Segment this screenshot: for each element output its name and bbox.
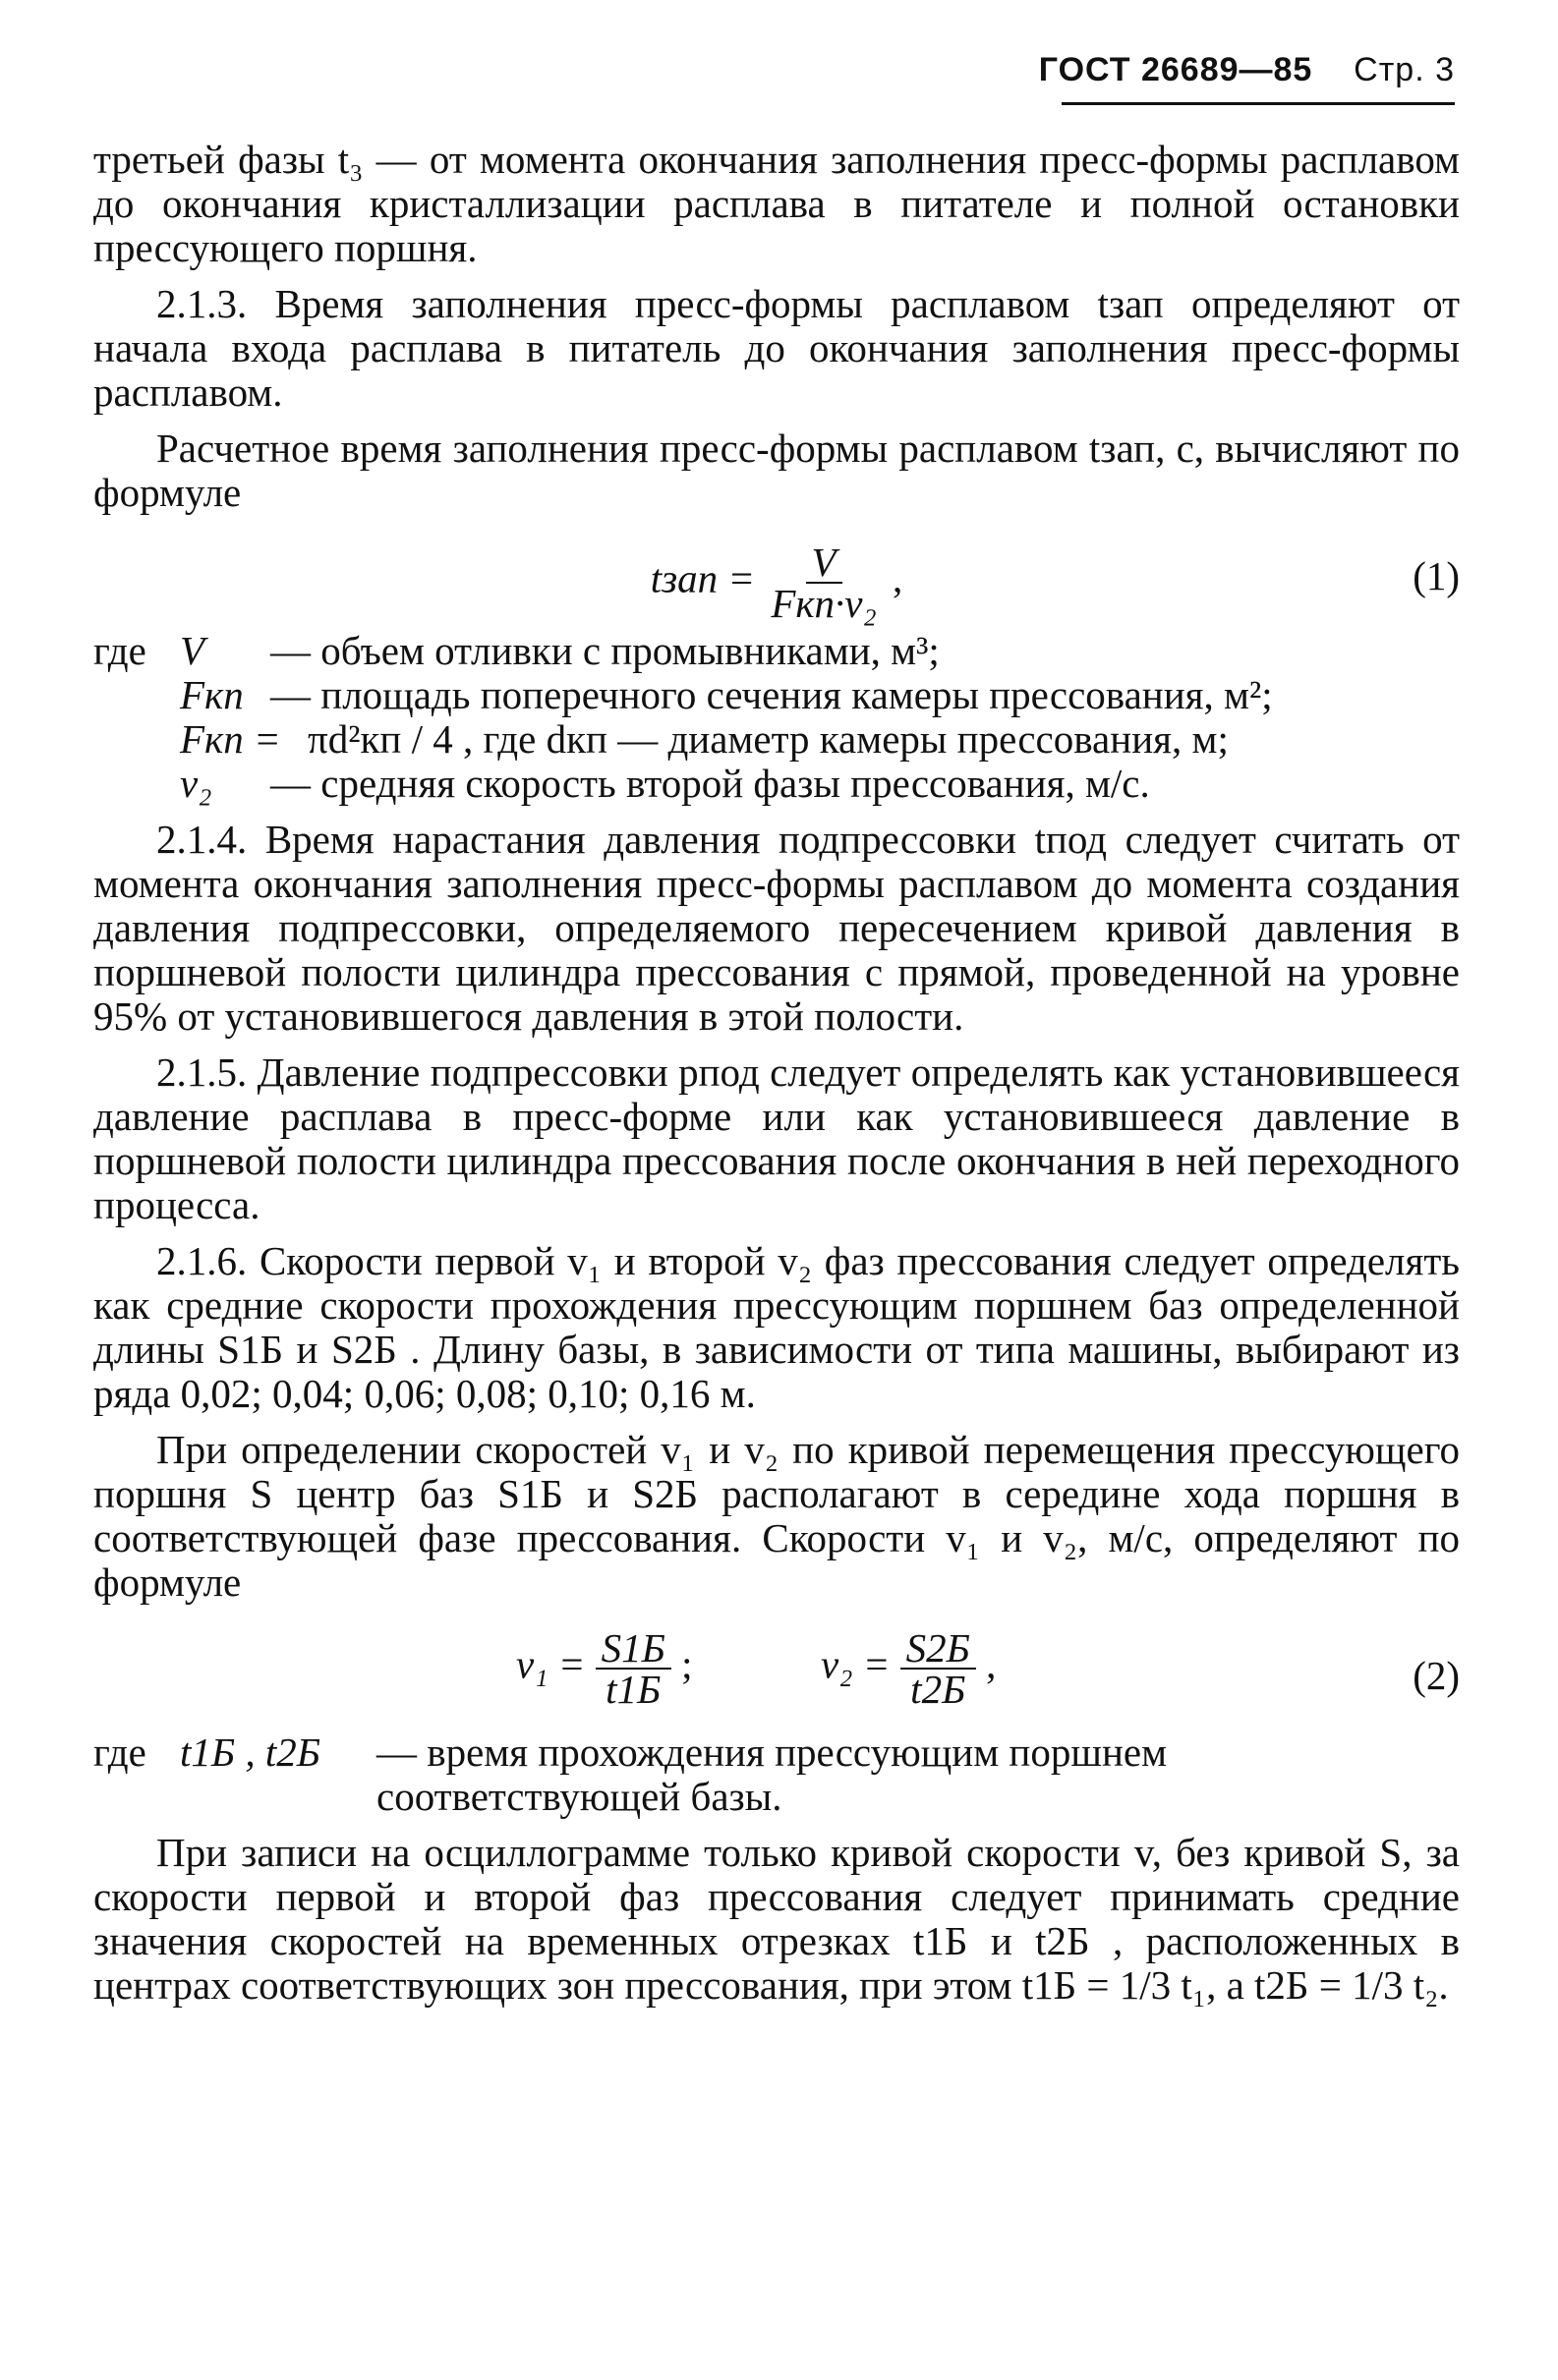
formula-1-tail: , [893,555,903,601]
formula-2-a-denominator: t1Б [606,1667,662,1712]
formula-2-b-fraction [900,1625,976,1712]
formula-1-lhs: tзап = [650,555,756,601]
where-2-text: — время прохождения прессующим поршнем соответствующей базы. [376,1729,1168,1819]
where-word-2: где [93,1729,146,1775]
formula-2 [93,1618,1460,1727]
header-rule [1062,102,1455,105]
definitions-list [93,629,1460,806]
formula-2-number: (2) [1413,1653,1460,1698]
definition-row [93,629,1460,673]
definition-text: — средняя скорость второй фазы прессования, м/с. [270,761,1150,806]
formula-2-a-tail: ; [681,1641,693,1687]
formula-1-denominator: Fкп·v₂ [771,581,877,626]
formula-2-b-tail: , [986,1641,997,1687]
where-2-symbol-text: t1Б , t2Б [180,1729,320,1775]
definition-text: — площадь поперечного сечения камеры прессования, м²; [270,672,1273,717]
formula-2-a-numerator: S1Б [596,1628,671,1670]
formula-2-a-fraction [596,1625,671,1712]
definition-text: πd²кп / 4 , где dкп — диаметр камеры прессования, м; [308,716,1229,762]
where-2-symbols [180,1730,376,1819]
formula-1-numerator: V [806,542,842,584]
definition-row [93,762,1460,806]
formula-1-fraction [765,539,882,626]
formula-2-b-numerator: S2Б [900,1628,976,1670]
definition-symbol: v₂ [180,761,212,806]
definition-row-2 [93,1730,1460,1819]
paragraph-2-1-4: 2.1.4. Время нарастания давления подпрессовки tпод следует считать от момента окончания заполнения пресс-формы расплавом до момента создания давления подпрессовки, определяемого пересечением кривой давления в поршневой полости цилиндра прессования с прямой, проведенной на уровне 95% от установившегося давления в этой полости. [93,817,1460,1039]
formula-2-b-lhs: v₂ = [821,1641,891,1687]
formula-2-b-denominator: t2Б [910,1667,966,1712]
formula-2-a-lhs: v₁ = [516,1641,586,1687]
formula-2-v2 [821,1625,997,1712]
paragraph-speed-method: При определении скоростей v₁ и v₂ по кривой перемещения прессующего поршня S центр баз S1Б и S2Б располагают в середине хода поршня в соответствующей фазе прессования. Скорости v₁ и v₂, м/с, определяют по формуле [93,1427,1460,1605]
paragraph-2-1-5: 2.1.5. Давление подпрессовки pпод следует определять как установившееся давление расплава в пресс-форме или как установившееся давление в поршневой полости цилиндра прессования после окончания в ней переходного процесса. [93,1049,1460,1227]
document-body [93,138,1460,2008]
formula-1-number: (1) [1413,553,1460,598]
definition-symbol: Fкп [180,672,244,717]
paragraph-calc-time: Расчетное время заполнения пресс-формы расплавом tзап, с, вычисляют по формуле [93,425,1460,515]
paragraph-oscillogram: При записи на осциллограмме только кривой скорости v, без кривой S, за скорости первой и второй фаз прессования следует принимать средние значения скоростей на временных отрезках t1Б и t2Б , расположенных в центрах соответствующих зон прессования, при этом t1Б = 1/3 t₁, а t2Б = 1/3 t₂. [93,1830,1460,2008]
definition-text: — объем отливки с промывниками, м³; [270,628,940,673]
definition-symbol: V [180,628,205,673]
paragraph-2-1-3: 2.1.3. Время заполнения пресс-формы расплавом tзап определяют от начала входа расплава в питатель до окончания заполнения пресс-формы расплавом. [93,281,1460,415]
standard-code: ГОСТ 26689—85 [1038,51,1313,88]
definition-row [93,673,1460,717]
page-header [1039,51,1455,89]
definition-symbol: Fкп = [180,716,281,762]
paragraph-2-1-6: 2.1.6. Скорости первой v₁ и второй v₂ фаз прессования следует определять как средние скорости прохождения прессующим поршнем баз определенной длины S1Б и S2Б . Длину базы, в зависимости от типа машины, выбирают из ряда 0,02; 0,04; 0,06; 0,08; 0,10; 0,16 м. [93,1238,1460,1416]
definition-row [93,717,1460,762]
page-number: Стр. 3 [1354,51,1455,88]
where-word: где [93,628,146,673]
formula-1 [93,529,1460,626]
paragraph-continuation: третьей фазы t₃ — от момента окончания заполнения пресс-формы расплавом до окончания кристаллизации расплава в питателе и полной остановки прессующего поршня. [93,137,1460,270]
formula-2-v1 [516,1625,693,1712]
